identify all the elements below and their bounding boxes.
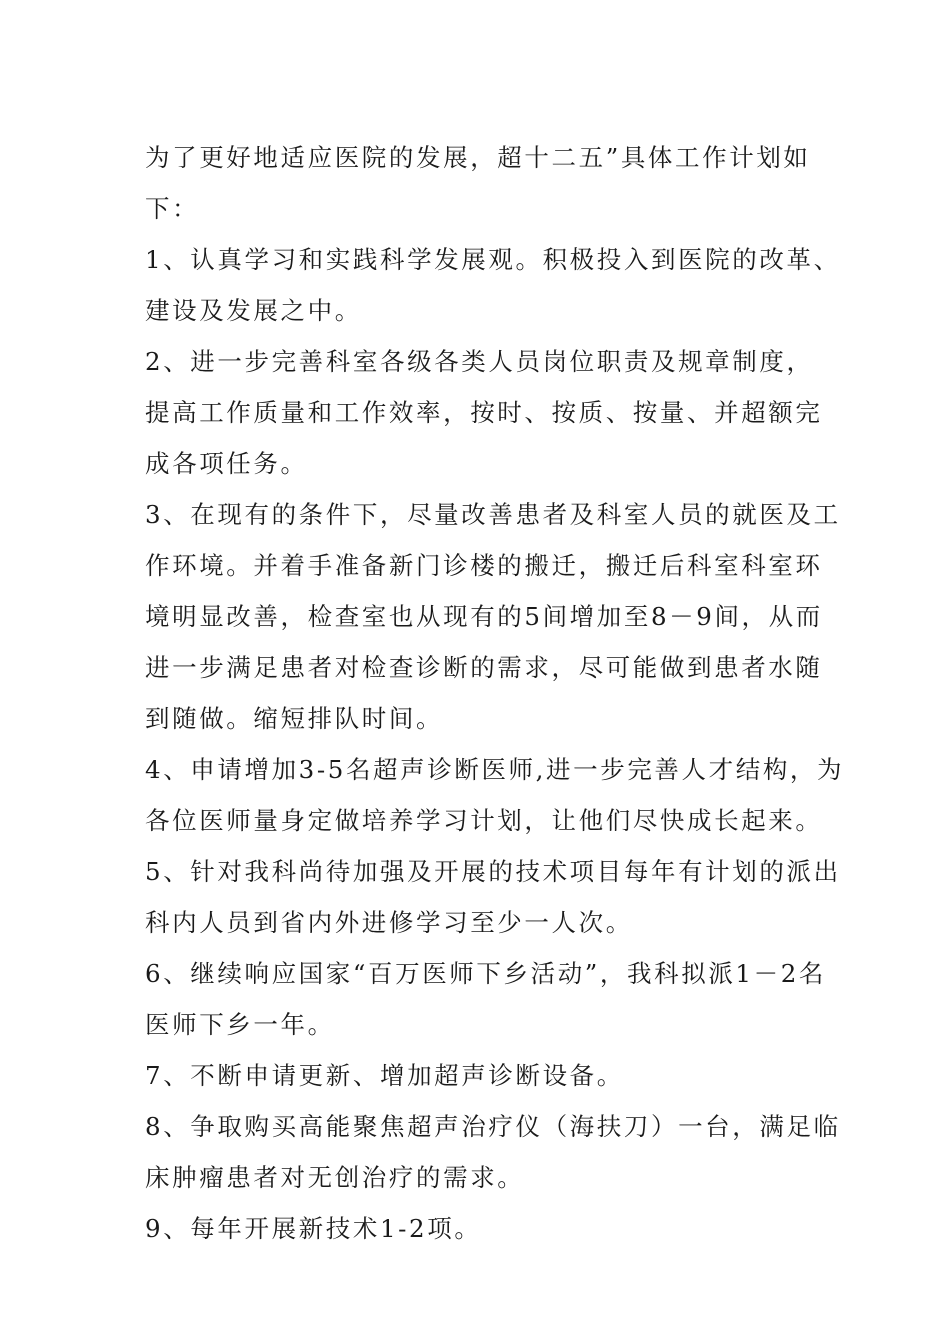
item-6-line-1: 6、继续响应国家“百万医师下乡活动”，我科拟派1－2名 [145, 959, 827, 988]
item-2-line-3: 成各项任务。 [145, 449, 308, 478]
item-3-line-5: 到随做。缩短排队时间。 [145, 704, 444, 733]
item-2-line-2: 提高工作质量和工作效率，按时、按质、按量、并超额完 [145, 398, 823, 427]
item-4-line-1: 4、申请增加3-5名超声诊断医师,进一步完善人才结构，为 [145, 755, 845, 784]
item-1-line-1: 1、认真学习和实践科学发展观。积极投入到医院的改革、 [145, 245, 841, 274]
item-4-line-2: 各位医师量身定做培养学习计划，让他们尽快成长起来。 [145, 806, 823, 835]
item-8-line-2: 床肿瘤患者对无创治疗的需求。 [145, 1163, 525, 1192]
item-8-line-1: 8、争取购买高能聚焦超声治疗仪（海扶刀）一台，满足临 [145, 1112, 841, 1141]
item-3-line-2: 作环境。并着手准备新门诊楼的搬迁，搬迁后科室科室环 [145, 551, 823, 580]
item-3-line-3: 境明显改善，检查室也从现有的5间增加至8－9间，从而 [145, 602, 823, 631]
item-5-line-1: 5、针对我科尚待加强及开展的技术项目每年有计划的派出 [145, 857, 841, 886]
item-2-line-1: 2、进一步完善科室各级各类人员岗位职责及规章制度， [145, 347, 814, 376]
item-6-line-2: 医师下乡一年。 [145, 1010, 335, 1039]
item-1-line-2: 建设及发展之中。 [145, 296, 362, 325]
item-5-line-2: 科内人员到省内外进修学习至少一人次。 [145, 908, 633, 937]
item-7-line-1: 7、不断申请更新、增加超声诊断设备。 [145, 1061, 624, 1090]
item-3-line-1: 3、在现有的条件下，尽量改善患者及科室人员的就医及工 [145, 500, 841, 529]
document-body [145, 132, 845, 1254]
item-9-line-1: 9、每年开展新技术1-2项。 [145, 1214, 482, 1243]
paragraph-intro-line-2: 下： [145, 194, 200, 223]
item-3-line-4: 进一步满足患者对检查诊断的需求，尽可能做到患者水随 [145, 653, 823, 682]
paragraph-intro-line-1: 为了更好地适应医院的发展，超十二五”具体工作计划如 [145, 143, 811, 172]
